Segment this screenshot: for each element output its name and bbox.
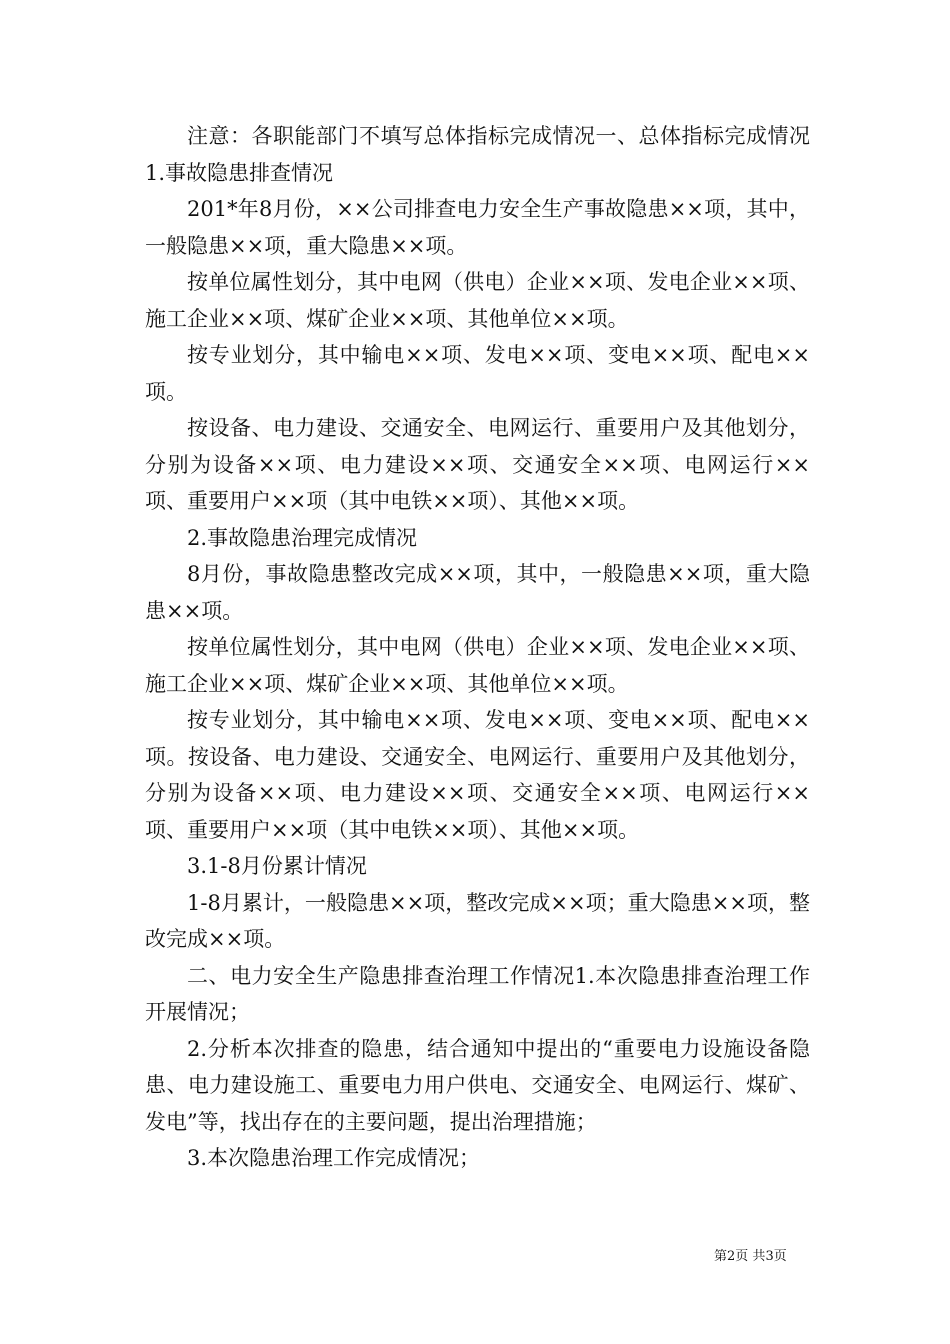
paragraph-cumulative: 1-8月累计，一般隐患××项，整改完成××项；重大隐患××项，整改完成××项。 xyxy=(145,890,810,951)
paragraph-analysis: 2.分析本次排查的隐患，结合通知中提出的“重要电力设施设备隐患、电力建设施工、重要电力用户供电、交通安全、电网运行、煤矿、发电”等，找出存在的主要问题，提出治理措施； xyxy=(145,1036,810,1134)
footer-total-pages: 3 xyxy=(765,1249,774,1264)
paragraph-august-rectification: 8月份，事故隐患整改完成××项，其中，一般隐患××项，重大隐患××项。 xyxy=(145,562,810,623)
paragraph-category-division: 按设备、电力建设、交通安全、电网运行、重要用户及其他划分，分别为设备××项、电力建设××项、交通安全××项、电网运行××项、重要用户××项（其中电铁××项）、其他××项。 xyxy=(145,416,810,513)
paragraph-august-survey: 201*年8月份，××公司排查电力安全生产事故隐患××项，其中，一般隐患××项，重大隐患××项。 xyxy=(145,197,810,258)
document-body xyxy=(145,118,810,1177)
paragraph-heading-cumulative: 3.1-8月份累计情况 xyxy=(187,854,367,878)
footer-middle: 页 共 xyxy=(735,1249,766,1264)
footer-suffix: 页 xyxy=(773,1249,787,1264)
paragraph-completion: 3.本次隐患治理工作完成情况； xyxy=(187,1146,481,1170)
paragraph-section-two: 二、电力安全生产隐患排查治理工作情况1.本次隐患排查治理工作开展情况； xyxy=(145,963,810,1024)
paragraph-unit-division-2: 按单位属性划分，其中电网（供电）企业××项、发电企业××项、施工企业××项、煤矿企业××项、其他单位××项。 xyxy=(145,635,810,696)
footer-current-page: 2 xyxy=(727,1249,736,1264)
footer-prefix: 第 xyxy=(714,1249,728,1264)
paragraph-heading-governance: 2.事故隐患治理完成情况 xyxy=(187,525,418,550)
paragraph-note: 注意：各职能部门不填写总体指标完成情况一、总体指标完成情况1.事故隐患排查情况 xyxy=(145,124,810,185)
paragraph-unit-division: 按单位属性划分，其中电网（供电）企业××项、发电企业××项、施工企业××项、煤矿企业××项、其他单位××项。 xyxy=(145,270,810,331)
paragraph-specialty-category-division: 按专业划分，其中输电××项、发电××项、变电××项、配电××项。按设备、电力建设、交通安全、电网运行、重要用户及其他划分，分别为设备××项、电力建设××项、交通安全××项、电网运行××项、重要用户××项（其中电铁××项）、其他××项。 xyxy=(145,708,810,842)
page-number-footer xyxy=(714,1249,787,1265)
paragraph-specialty-division: 按专业划分，其中输电××项、发电××项、变电××项、配电××项。 xyxy=(145,343,810,404)
